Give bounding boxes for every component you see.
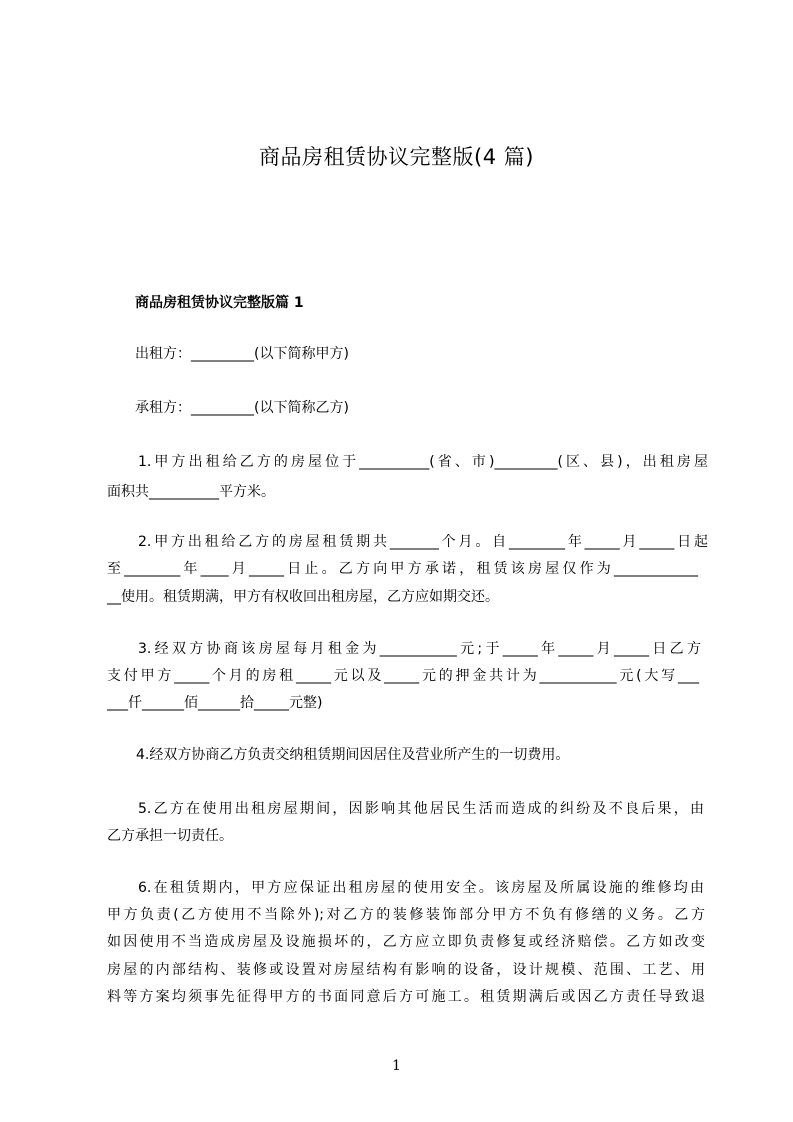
clause-6-line-2: 甲方负责(乙方使用不当除外);对乙方的装修装饰部分甲方不负有修缮的义务。乙方 bbox=[107, 907, 705, 923]
clause-3-line-3: ___仟______佰______拾_____元整) bbox=[107, 695, 323, 711]
clause-1-line-2: 面积共__________平方米。 bbox=[107, 484, 275, 500]
clause-3-line-1: 3.经双方协商该房屋每月租金为___________元;于_____年_____月_____日乙方 bbox=[138, 641, 701, 657]
lessee-line: 承租方：_________(以下简称乙方) bbox=[135, 400, 349, 416]
clause-1-line-1: 1.甲方出租给乙方的房屋位于__________(省、市)_________(区、县)，出租房屋 bbox=[138, 454, 708, 470]
lessor-line: 出租方：_________(以下简称甲方) bbox=[135, 346, 349, 362]
clause-5-line-1: 5.乙方在使用出租房屋期间，因影响其他居民生活而造成的纠纷及不良后果，由 bbox=[138, 801, 704, 817]
clause-2-line-2: 至________年____月_____日止。乙方向甲方承诺，租赁该房屋仅作为____________ bbox=[107, 561, 698, 577]
document-title: 商品房租赁协议完整版(4 篇) bbox=[259, 145, 534, 169]
clause-6-line-1: 6.在租赁期内，甲方应保证出租房屋的使用安全。该房屋及所属设施的维修均由 bbox=[138, 880, 704, 896]
section-heading: 商品房租赁协议完整版篇 1 bbox=[135, 295, 304, 311]
clause-6-line-3: 如因使用不当造成房屋及设施损坏的，乙方应立即负责修复或经济赔偿。乙方如改变 bbox=[107, 934, 705, 950]
clause-2-line-3: __使用。租赁期满，甲方有权收回出租房屋，乙方应如期交还。 bbox=[107, 589, 499, 605]
clause-5-line-2: 乙方承担一切责任。 bbox=[107, 828, 233, 844]
clause-2-line-1: 2.甲方出租给乙方的房屋租赁期共_______个月。自________年_____月_____日起 bbox=[138, 534, 708, 550]
clause-6-line-4: 房屋的内部结构、装修或设置对房屋结构有影响的设备，设计规模、范围、工艺、用 bbox=[107, 962, 705, 978]
clause-6-line-5: 料等方案均须事先征得甲方的书面同意后方可施工。租赁期满后或因乙方责任导致退 bbox=[107, 989, 705, 1005]
clause-3-line-2: 支付甲方_____个月的房租_____元以及_____元的押金共计为___________元(大写___ bbox=[107, 668, 699, 684]
page-number: 1 bbox=[392, 1058, 401, 1074]
clause-4-line-1: 4.经双方协商乙方负责交纳租赁期间因居住及营业所产生的一切费用。 bbox=[136, 747, 570, 763]
